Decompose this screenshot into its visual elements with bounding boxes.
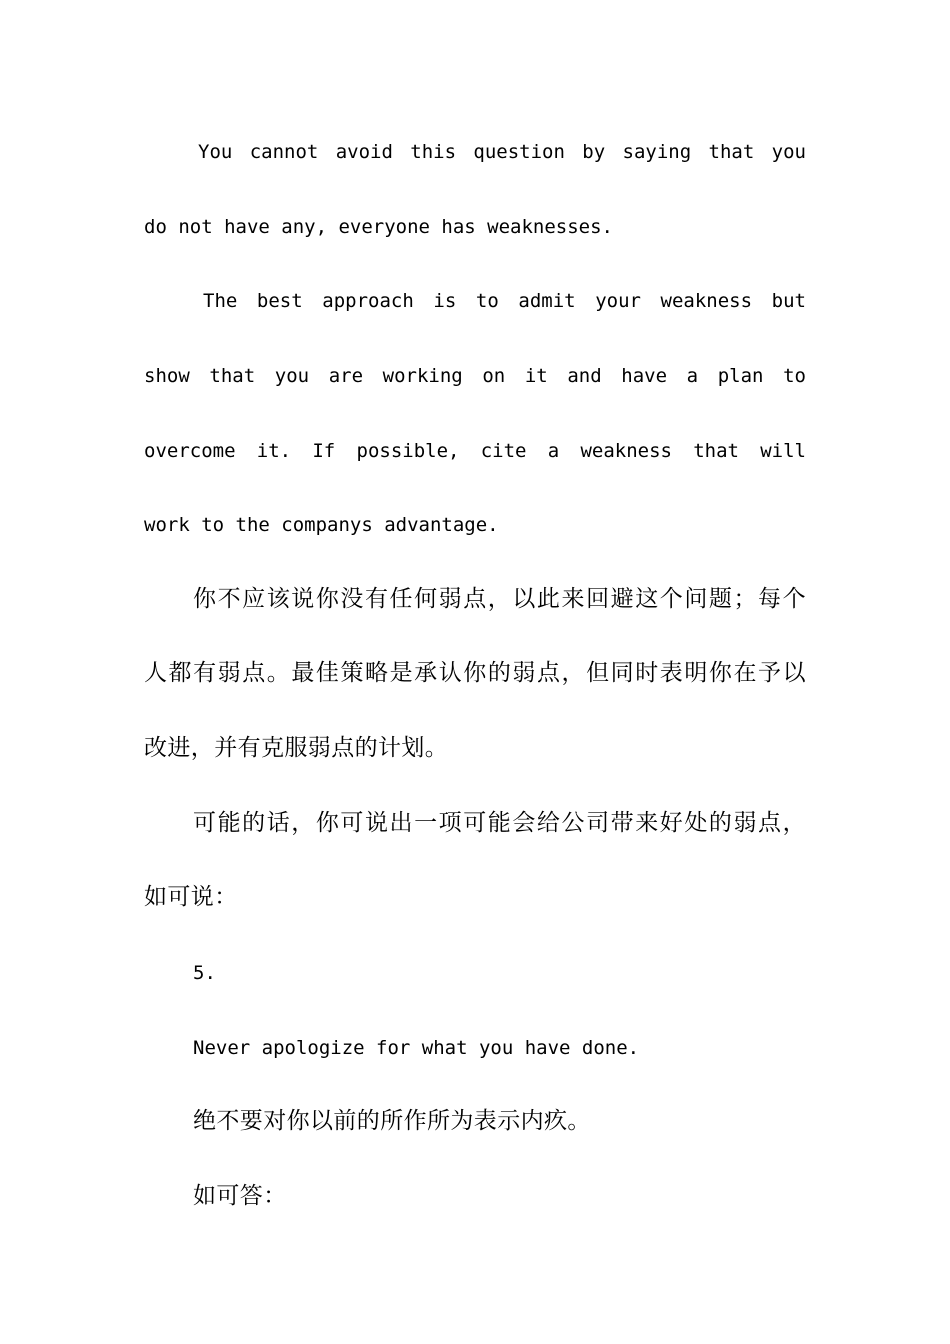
paragraph-line: 你不应该说你没有任何弱点，以此来回避这个问题；每个: [193, 586, 806, 612]
paragraph-line: 如可答：: [193, 1183, 287, 1209]
paragraph-line: 绝不要对你以前的所作所为表示内疚。: [193, 1108, 591, 1134]
item-number: 5.: [193, 962, 216, 984]
paragraph-line: show that you are working on it and have a plan to: [144, 365, 806, 387]
paragraph-line: 如可说：: [144, 884, 238, 910]
paragraph-line: 改进，并有克服弱点的计划。: [144, 735, 449, 761]
paragraph-line: work to the companys advantage.: [144, 514, 499, 536]
paragraph-line: do not have any, everyone has weaknesses.: [144, 216, 613, 238]
paragraph-line: overcome it. If possible, cite a weakness that will: [144, 440, 806, 462]
paragraph-line: 人都有弱点。最佳策略是承认你的弱点，但同时表明你在予以: [144, 660, 806, 686]
paragraph-line: The best approach is to admit your weakness but: [203, 290, 806, 312]
paragraph-line: You cannot avoid this question by saying that you: [198, 141, 806, 163]
paragraph-line: Never apologize for what you have done.: [193, 1037, 640, 1059]
paragraph-line: 可能的话，你可说出一项可能会给公司带来好处的弱点，: [193, 810, 806, 836]
